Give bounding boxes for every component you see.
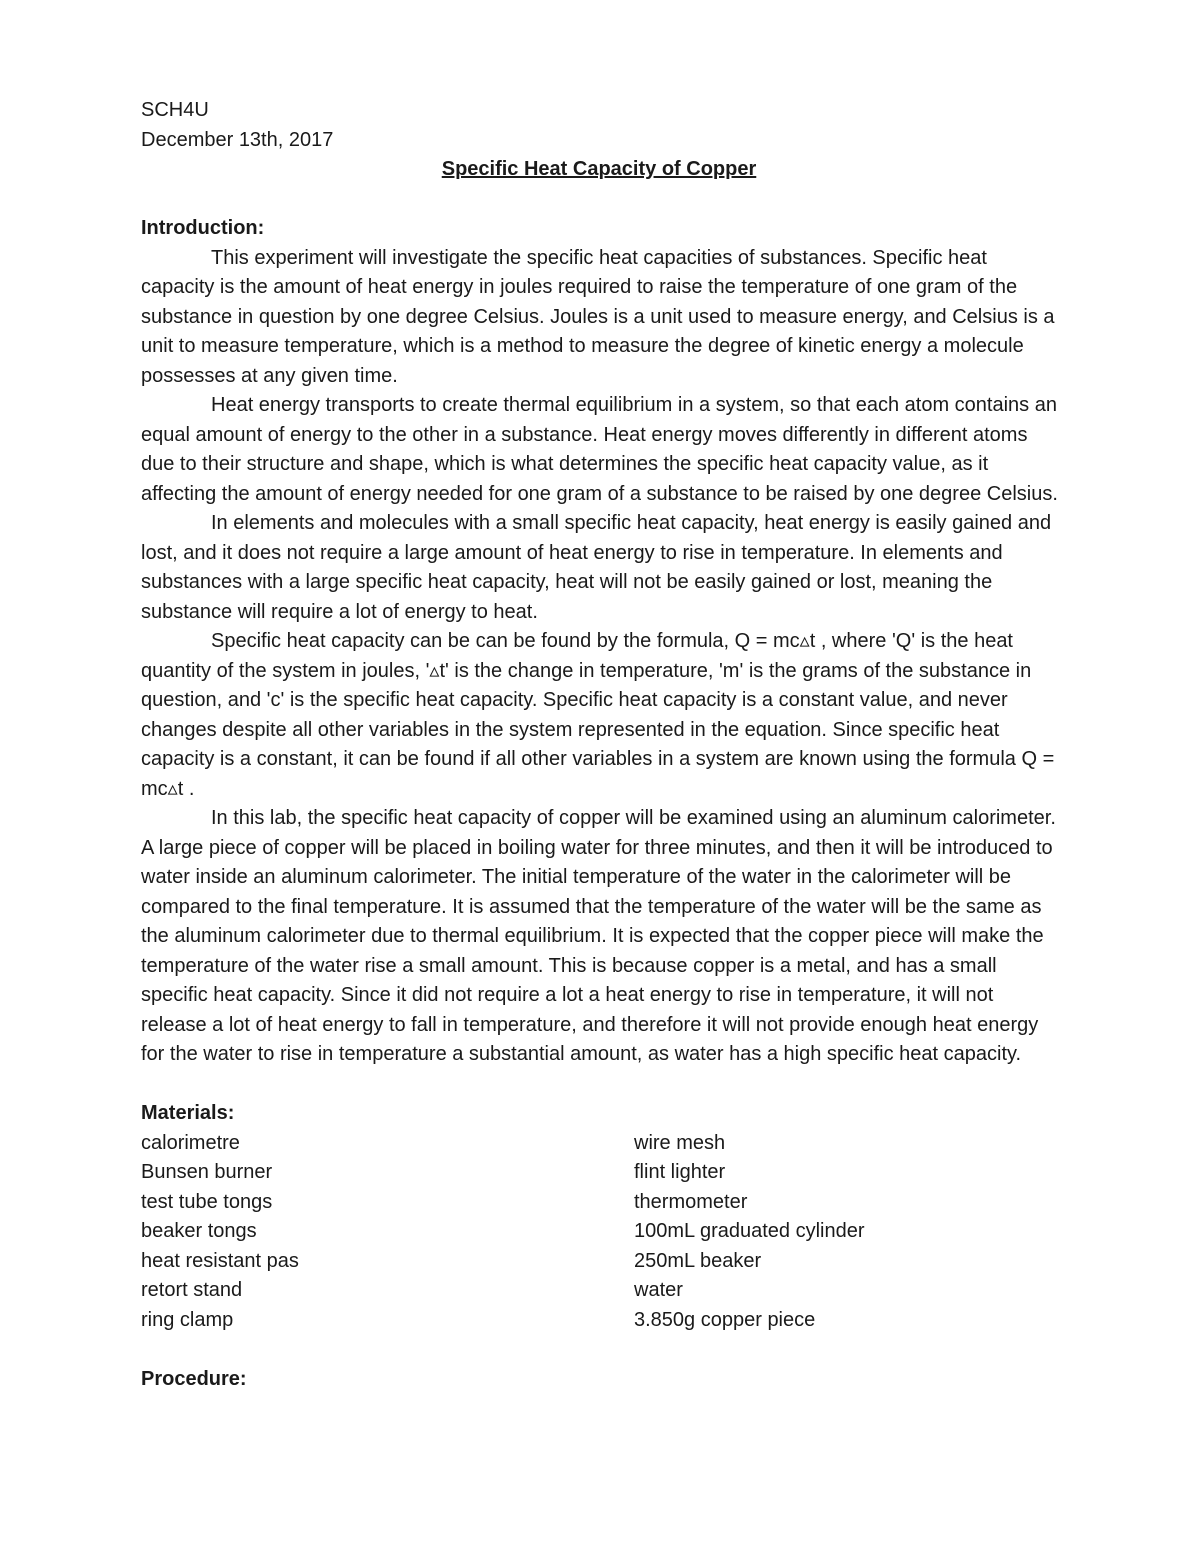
material-left: retort stand [141,1279,243,1301]
introduction-paragraph-5: In this lab, the specific heat capacity of copper will be examined using an aluminum calorimeter. A large piece of copper will be placed in boiling water for three minutes, and then it will be introduced to water inside an aluminum calorimeter. The initial temperature of the water in the calorimeter will be compared to the final temperature. It is assumed that the temperature of the water will be the same as the aluminum calorimeter due to thermal equilibrium. It is expected that the copper piece will make the temperature of the water rise a small amount. This is because copper is a metal, and has a small specific heat capacity. Since it did not require a lot a heat energy to rise in temperature, it will not release a lot of heat energy to fall in temperature, and therefore it will not provide enough heat energy for the water to rise in temperature a substantial amount, as water has a high specific heat capacity. [141,807,1056,1065]
material-right: water [634,1279,683,1301]
materials-heading: Materials: [141,1102,235,1124]
document-date: December 13th, 2017 [141,128,334,151]
course-code: SCH4U [141,99,209,121]
spacer [141,185,1061,215]
list-item [141,1306,1061,1336]
materials-list [141,1129,1061,1336]
material-left: Bunsen burner [141,1161,273,1183]
list-item [141,1217,1061,1247]
material-left: calorimetre [141,1131,240,1154]
document-title: Specific Heat Capacity of Copper [441,158,757,180]
material-right: wire mesh [634,1131,726,1154]
material-right: flint lighter [634,1161,726,1183]
spacer [141,1335,1061,1365]
introduction-paragraph-3: In elements and molecules with a small specific heat capacity, heat energy is easily gained and lost, and it does not require a large amount of heat energy to rise in temperature. In elements and substances with a large specific heat capacity, heat will not be easily gained or lost, meaning the substance will require a lot of energy to heat. [141,512,1052,623]
material-left: beaker tongs [141,1220,257,1242]
material-left: heat resistant pas [141,1249,299,1272]
introduction-paragraph-2: Heat energy transports to create thermal equilibrium in a system, so that each atom contains an equal amount of energy to the other in a substance. Heat energy moves differently in different atoms due to their structure and shape, which is what determines the specific heat capacity value, as it affecting the amount of energy needed for one gram of a substance to be raised by one degree Celsius. [141,394,1058,505]
material-right: 100mL graduated cylinder [634,1220,865,1242]
material-right: thermometer [634,1190,748,1213]
material-left: test tube tongs [141,1190,273,1213]
list-item [141,1247,1061,1277]
introduction-heading: Introduction: [141,217,265,239]
document-body [141,96,1061,1394]
procedure-heading: Procedure: [141,1367,247,1390]
material-right: 250mL beaker [634,1249,762,1272]
material-left: ring clamp [141,1308,234,1331]
introduction-section [141,244,1061,1070]
introduction-paragraph-4: Specific heat capacity can be can be found by the formula, Q = mc▵t , where 'Q' is the heat quantity of the system in joules, '▵t' is the change in temperature, 'm' is the grams of the substance in question, and 'c' is the specific heat capacity. Specific heat capacity is a constant value, and never changes despite all other variables in the system represented in the equation. Since specific heat capacity is a constant, it can be found if all other variables in a system are known using the formula Q = mc▵t . [141,630,1055,800]
list-item [141,1129,1061,1159]
list-item [141,1158,1061,1188]
list-item [141,1188,1061,1218]
spacer [141,1070,1061,1100]
introduction-paragraph-1: This experiment will investigate the specific heat capacities of substances. Specific heat capacity is the amount of heat energy in joules required to raise the temperature of one gram of the substance in question by one degree Celsius. Joules is a unit used to measure energy, and Celsius is a unit to measure temperature, which is a method to measure the degree of kinetic energy a molecule possesses at any given time. [141,246,1055,387]
list-item [141,1276,1061,1306]
material-right: 3.850g copper piece [634,1308,816,1331]
